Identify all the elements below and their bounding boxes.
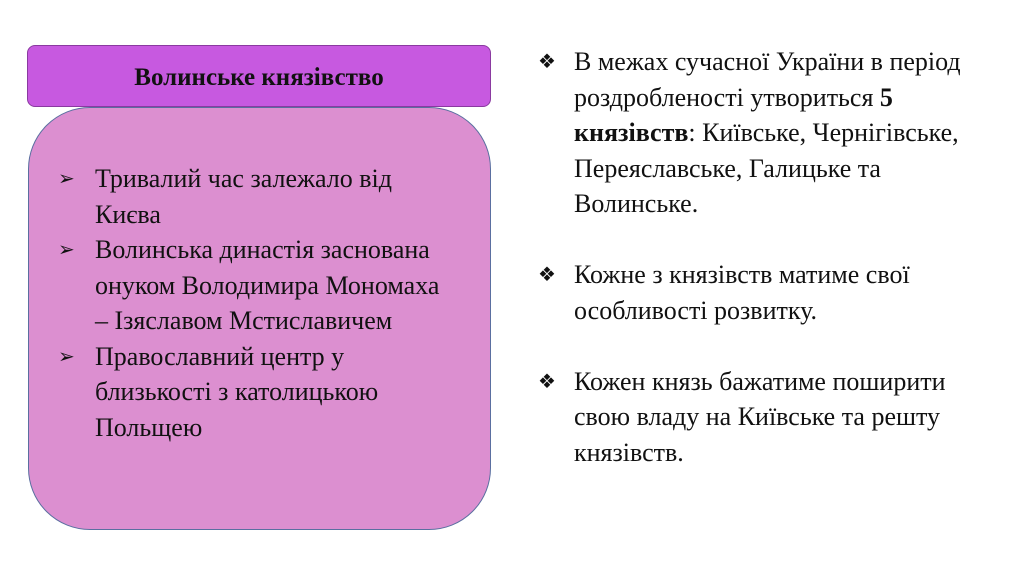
arrowhead-bullet-icon: ➢ <box>58 343 75 368</box>
right-bullet-bold-text: 5 князівств <box>574 82 893 147</box>
right-bullet-text: Кожне з князівств матиме свої особливості розвитку. <box>574 260 910 325</box>
right-panel <box>538 44 1008 470</box>
left-list-item <box>58 161 458 232</box>
left-panel-list <box>58 161 458 445</box>
right-bullet-text: Кожен князь бажатиме поширити свою владу на Київське та решту князівств. <box>574 366 946 467</box>
four-diamond-bullet-icon: ❖ <box>538 368 556 393</box>
right-bullet-text-part: : Київське, Чернігівське, Переяславське, Галицьке та Волинське. <box>574 118 959 218</box>
right-bullet <box>538 364 1008 471</box>
left-list-item <box>58 339 458 446</box>
arrowhead-bullet-icon: ➢ <box>58 166 75 190</box>
right-bullet-text-part: В межах сучасної України в період роздробленості утвориться <box>574 47 961 112</box>
four-diamond-bullet-icon: ❖ <box>538 49 556 73</box>
right-bullet <box>538 44 1008 222</box>
left-panel-title-box <box>27 45 491 107</box>
right-bullet <box>538 257 1008 328</box>
left-list-item-text: Волинська династія заснована онуком Володимира Мономаха – Ізяславом Мстиславичем <box>95 235 440 335</box>
left-panel-title: Волинське князівство <box>134 64 384 91</box>
arrowhead-bullet-icon: ➢ <box>58 237 75 261</box>
left-list-item-text: Тривалий час залежало від Києва <box>95 164 392 229</box>
four-diamond-bullet-icon: ❖ <box>538 262 556 286</box>
left-list-item-text: Православний центр у близькості з католицькою Польщею <box>95 341 379 442</box>
left-list-item <box>58 232 458 339</box>
